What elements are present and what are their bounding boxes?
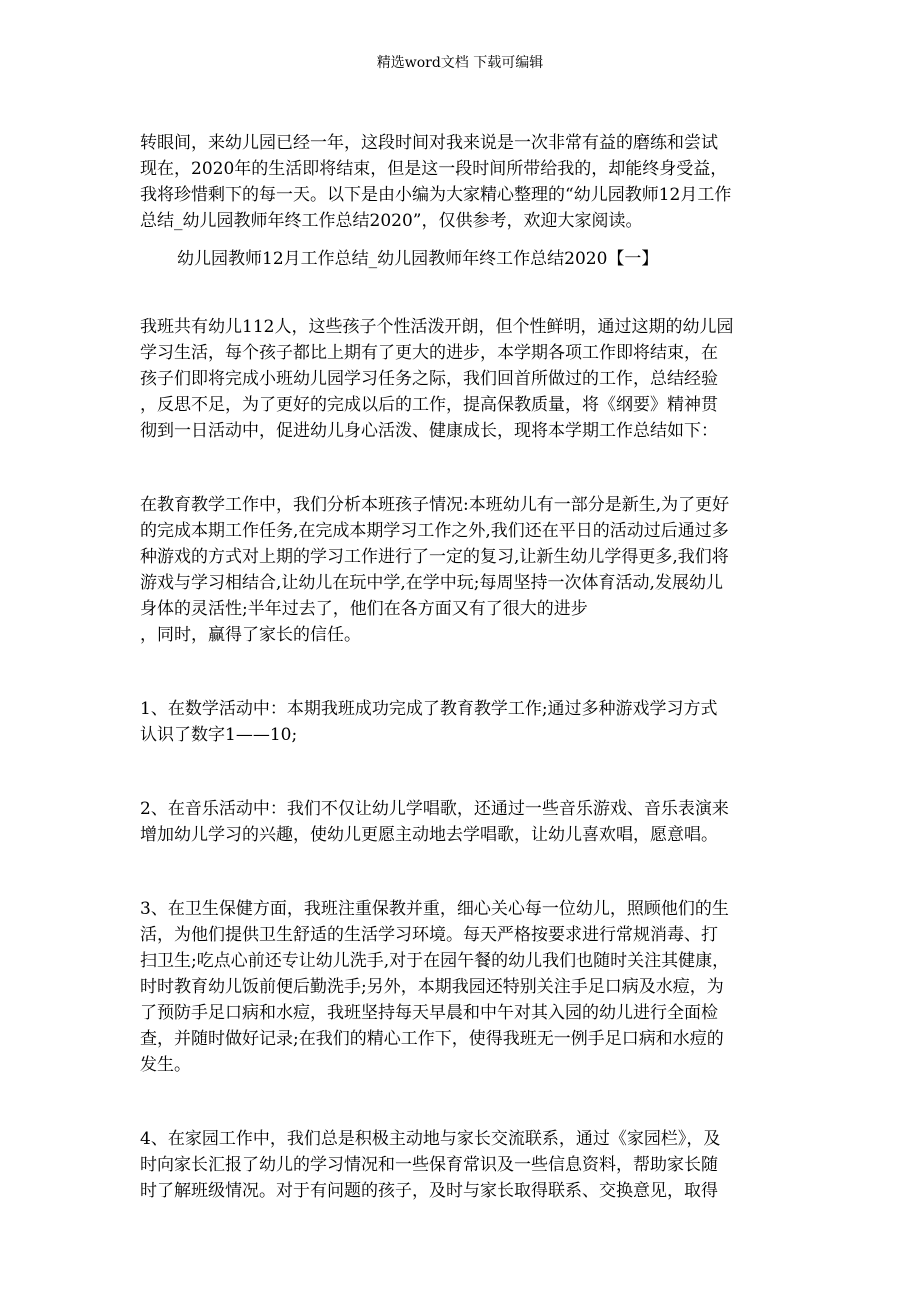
text-line: 总结_幼儿园教师年终工作总结2020”，仅供参考，欢迎大家阅读。 — [140, 211, 643, 231]
text-line: 种游戏的方式对上期的学习工作进行了一定的复习,让新生幼儿学得更多,我们将 — [140, 547, 729, 567]
text-line: 活，为他们提供卫生舒适的生活学习环境。每天严格按要求进行常规消毒、打 — [140, 925, 718, 945]
text-line: ，反思不足，为了更好的完成以后的工作，提高保教质量，将《纲要》精神贯 — [140, 395, 718, 415]
text-line: 现在，2020年的生活即将结束，但是这一段时间所带给我的，却能终身受益， — [140, 159, 728, 179]
text-line: 时时教育幼儿饭前便后勤洗手;另外，本期我园还特别关注手足口病及水痘，为 — [140, 977, 724, 997]
section-heading-text: 幼儿园教师12月工作总结_幼儿园教师年终工作总结2020【一】 — [177, 249, 659, 269]
text-line: 时了解班级情况。对于有问题的孩子，及时与家长取得联系、交换意见，取得 — [140, 1181, 718, 1201]
text-line: 时向家长汇报了幼儿的学习情况和一些保育常识及一些信息资料，帮助家长随 — [140, 1155, 718, 1175]
text-line: 转眼间，来幼儿园已经一年，这段时间对我来说是一次非常有益的磨练和尝试 — [140, 133, 718, 153]
list-item-music — [140, 796, 790, 848]
page-header: 精选word文档 下载可编辑 — [376, 55, 544, 71]
text-line: 游戏与学习相结合,让幼儿在玩中学,在学中玩;每周坚持一次体育活动,发展幼儿 — [140, 573, 723, 593]
document-body — [140, 130, 790, 1204]
list-item-math — [140, 696, 790, 748]
text-line: 学习生活，每个孩子都比上期有了更大的进步，本学期各项工作即将结束，在 — [140, 343, 718, 363]
text-line: 彻到一日活动中，促进幼儿身心活泼、健康成长，现将本学期工作总结如下： — [140, 421, 718, 441]
text-line: 身体的灵活性;半年过去了，他们在各方面又有了很大的进步 — [140, 599, 588, 619]
section-heading — [140, 246, 790, 272]
intro-paragraph — [140, 130, 790, 234]
text-line: 2、在音乐活动中：我们不仅让幼儿学唱歌，还通过一些音乐游戏、音乐表演来 — [140, 799, 729, 819]
list-item-home-school — [140, 1126, 790, 1204]
list-item-hygiene — [140, 896, 790, 1078]
text-line: 1、在数学活动中：本期我班成功完成了教育教学工作;通过多种游戏学习方式 — [140, 699, 718, 719]
text-line: 3、在卫生保健方面，我班注重保教并重，细心关心每一位幼儿，照顾他们的生 — [140, 899, 729, 919]
text-line: 增加幼儿学习的兴趣，使幼儿更愿主动地去学唱歌，让幼儿喜欢唱，愿意唱。 — [140, 825, 718, 845]
text-line: ，同时，赢得了家长的信任。 — [140, 625, 361, 645]
paragraph-teaching-work — [140, 492, 790, 648]
paragraph-class-overview — [140, 314, 790, 444]
text-line: 发生。 — [140, 1055, 191, 1075]
text-line: 4、在家园工作中，我们总是积极主动地与家长交流联系，通过《家园栏》，及 — [140, 1129, 721, 1149]
text-line: 的完成本期工作任务,在完成本期学习工作之外,我们还在平日的活动过后通过多 — [140, 521, 729, 541]
text-line: 在教育教学工作中，我们分析本班孩子情况:本班幼儿有一部分是新生,为了更好 — [140, 495, 730, 515]
text-line: 我将珍惜剩下的每一天。以下是由小编为大家精心整理的“幼儿园教师12月工作 — [140, 185, 732, 205]
text-line: 查，并随时做好记录;在我们的精心工作下，使得我班无一例手足口病和水痘的 — [140, 1029, 724, 1049]
text-line: 扫卫生;吃点心前还专让幼儿洗手,对于在园午餐的幼儿我们也随时关注其健康， — [140, 951, 730, 971]
text-line: 了预防手足口病和水痘，我班坚持每天早晨和中午对其入园的幼儿进行全面检 — [140, 1003, 718, 1023]
text-line: 孩子们即将完成小班幼儿园学习任务之际，我们回首所做过的工作，总结经验 — [140, 369, 718, 389]
text-line: 认识了数字1——10; — [140, 725, 298, 745]
text-line: 我班共有幼儿112人，这些孩子个性活泼开朗，但个性鲜明，通过这期的幼儿园 — [140, 317, 734, 337]
